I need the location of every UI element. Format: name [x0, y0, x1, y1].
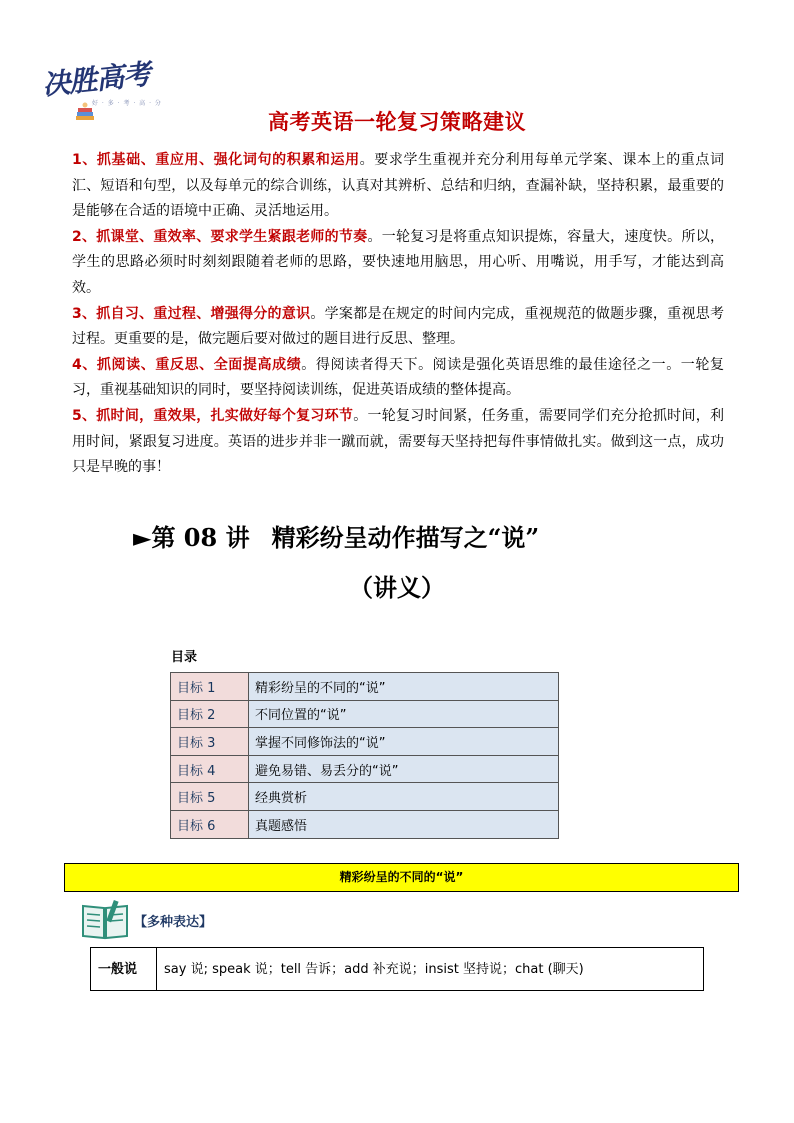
- lesson-subtitle: （讲义）: [349, 573, 445, 602]
- tip-paragraph: [72, 353, 724, 404]
- section-heading: 精彩纷呈的不同的“说”: [64, 863, 739, 892]
- tip-body: 。学案都是在规定的时间内完成，重视规范的做题步骤，重视思考过程。更重要的是，做完题后要对做过的题目进行反思、整理。: [72, 305, 724, 348]
- toc-row[interactable]: [171, 673, 559, 701]
- toc-goal: 目标 2: [171, 700, 249, 728]
- logo-text: 决胜高考: [40, 57, 152, 102]
- toc-topic: 真题感悟: [249, 810, 559, 838]
- page-title: 高考英语一轮复习策略建议: [268, 110, 526, 134]
- tip-paragraph: [72, 302, 724, 353]
- expression-content: say 说; speak 说；tell 告诉；add 补充说；insist 坚持说；chat (聊天): [157, 948, 704, 991]
- expression-row: [91, 948, 704, 991]
- toc-row[interactable]: [171, 810, 559, 838]
- toc-table: [170, 672, 559, 839]
- toc-row[interactable]: [171, 783, 559, 811]
- tip-paragraph: [72, 148, 724, 225]
- toc-row[interactable]: [171, 728, 559, 756]
- tip-paragraph: [72, 225, 724, 302]
- lesson-title: [133, 518, 539, 553]
- toc-topic: 精彩纷呈的不同的“说”: [249, 673, 559, 701]
- strategy-tips: [72, 148, 724, 481]
- toc-goal: 目标 1: [171, 673, 249, 701]
- tip-body: 。要求学生重视并充分利用每单元学案、课本上的重点词汇、短语和句型，以及每单元的综合训练，认真对其辨析、总结和归纳，查漏补缺，坚持积累，最重要的是能够在合适的语境中正确、灵活地运用。: [72, 152, 724, 220]
- toc-topic: 经典赏析: [249, 783, 559, 811]
- tip-heading: 3、抓自习、重过程、增强得分的意识: [72, 305, 311, 322]
- tip-heading: 1、抓基础、重应用、强化词句的积累和运用: [72, 152, 360, 168]
- tip-body: 。得阅读者得天下。阅读是强化英语思维的最佳途径之一。一轮复习，重视基础知识的同时，要坚持阅读训练，促进英语成绩的整体提高。: [72, 356, 724, 399]
- expressions-table: [90, 947, 704, 991]
- toc-row[interactable]: [171, 700, 559, 728]
- toc-label: 目录: [171, 650, 198, 665]
- open-book-icon: [80, 898, 130, 940]
- tip-heading: 5、抓时间，重效果，扎实做好每个复习环节: [72, 407, 354, 424]
- tip-heading: 4、抓阅读、重反思、全面提高成绩: [72, 356, 302, 373]
- toc-topic: 不同位置的“说”: [249, 700, 559, 728]
- tip-body: 。一轮复习是将重点知识提炼，容量大，速度快。所以，学生的思路必须时时刻刻跟随着老师的思路，要快速地用脑思，用心听、用嘴说，用手写，才能达到高效。: [72, 228, 725, 296]
- logo-subtitle: 好 · 多 · 考 · 高 · 分: [92, 100, 162, 107]
- toc-goal: 目标 3: [171, 728, 249, 756]
- toc-goal: 目标 4: [171, 755, 249, 783]
- tip-body: 。一轮复习时间紧，任务重，需要同学们充分抢抓时间，利用时间，紧跟复习进度。英语的进步并非一蹴而就，需要每天坚持把每件事情做扎实。做到这一点，成功只是早晚的事！: [72, 407, 724, 476]
- lesson-number: ►第 08 讲: [133, 523, 250, 552]
- lesson-name: 精彩纷呈动作描写之“说”: [271, 523, 540, 552]
- toc-goal: 目标 6: [171, 810, 249, 838]
- expression-category: 一般说: [91, 948, 157, 991]
- tip-heading: 2、抓课堂、重效率、要求学生紧跟老师的节奏: [72, 228, 368, 245]
- toc-topic: 避免易错、易丢分的“说”: [249, 755, 559, 783]
- toc-topic: 掌握不同修饰法的“说”: [249, 728, 559, 756]
- toc-goal: 目标 5: [171, 783, 249, 811]
- tip-paragraph: [72, 404, 724, 481]
- expressions-label: 【多种表达】: [134, 915, 213, 930]
- toc-row[interactable]: [171, 755, 559, 783]
